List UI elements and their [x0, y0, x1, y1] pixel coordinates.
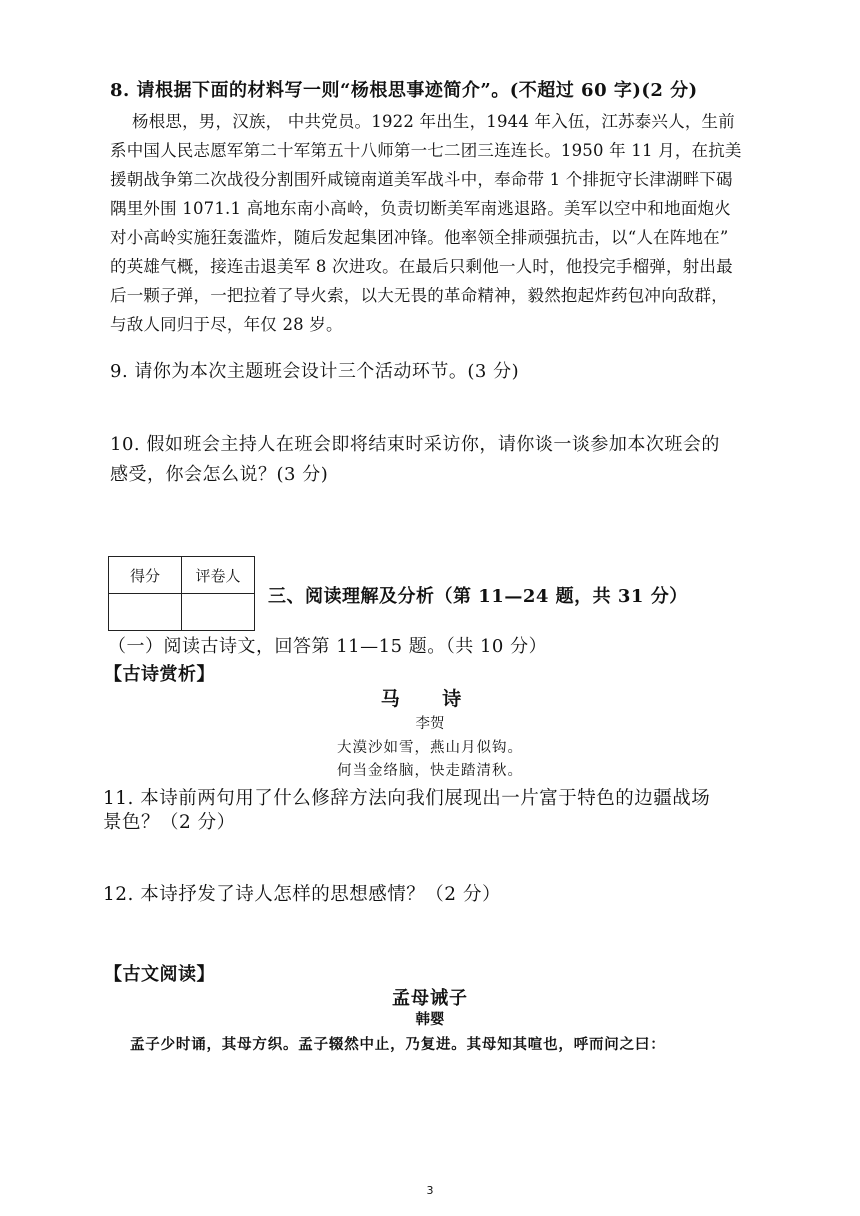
poem-section-label: 【古诗赏析】 [104, 664, 215, 685]
question-12-title: 12. 本诗抒发了诗人怎样的思想感情？（2 分） [103, 884, 501, 905]
score-cell [109, 594, 182, 631]
prose-section-label: 【古文阅读】 [104, 964, 215, 985]
material-line: 援朝战争第二次战役分割围歼咸镜南道美军战斗中，奉命带 1 个排扼守长津湖畔下碣 [110, 170, 733, 189]
material-line: 系中国人民志愿军第二十军第五十八师第一七二团三连连长。1950 年 11 月，在抗美 [110, 141, 742, 160]
material-line: 对小高岭实施狂轰滥炸，随后发起集团冲锋。他率领全排顽强抗击，以“人在阵地在” [110, 228, 729, 247]
material-line: 隅里外围 1071.1 高地东南小高岭，负责切断美军南逃退路。美军以空中和地面炮火 [110, 199, 731, 218]
material-line: 的英雄气概，接连击退美军 8 次进攻。在最后只剩他一人时，他投完手榴弹，射出最 [110, 257, 733, 276]
question-10-line: 10. 假如班会主持人在班会即将结束时采访你，请你谈一谈参加本次班会的 [110, 434, 720, 455]
score-box [108, 556, 255, 631]
prose-author: 韩婴 [415, 1011, 445, 1028]
section-3-subtitle: （一）阅读古诗文，回答第 11—15 题。（共 10 分） [108, 636, 548, 657]
question-11-line: 11. 本诗前两句用了什么修辞方法向我们展现出一片富于特色的边疆战场 [103, 788, 711, 809]
grader-cell [182, 594, 255, 631]
material-line: 与敌人同归于尽，年仅 28 岁。 [110, 315, 343, 334]
poem-line: 何当金络脑，快走踏清秋。 [337, 763, 523, 779]
prose-line: 孟子少时诵，其母方织。孟子辍然中止，乃复进。其母知其喧也，呼而问之曰： [130, 1036, 666, 1053]
material-line: 后一颗子弹，一把拉着了导火索，以大无畏的革命精神，毅然抱起炸药包冲向敌群， [110, 286, 728, 305]
material-line: 杨根思，男，汉族， 中共党员。1922 年出生，1944 年入伍，江苏泰兴人，生前 [132, 112, 735, 131]
section-3-title: 三、阅读理解及分析（第 11—24 题，共 31 分） [268, 586, 688, 607]
question-9-title: 9. 请你为本次主题班会设计三个活动环节。(3 分) [110, 361, 520, 382]
prose-title: 孟母诫子 [392, 988, 468, 1009]
poem-title: 马 诗 [380, 688, 480, 710]
question-10-line: 感受，你会怎么说？(3 分) [110, 464, 329, 485]
page-number: 3 [426, 1184, 434, 1197]
poem-author: 李贺 [415, 716, 445, 732]
poem-line: 大漠沙如雪，燕山月似钩。 [337, 740, 523, 756]
score-header: 得分 [109, 557, 182, 594]
question-8-title: 8. 请根据下面的材料写一则“杨根思事迹简介”。(不超过 60 字)(2 分) [110, 80, 698, 101]
grader-header: 评卷人 [182, 557, 255, 594]
question-11-line: 景色？（2 分） [103, 812, 236, 833]
